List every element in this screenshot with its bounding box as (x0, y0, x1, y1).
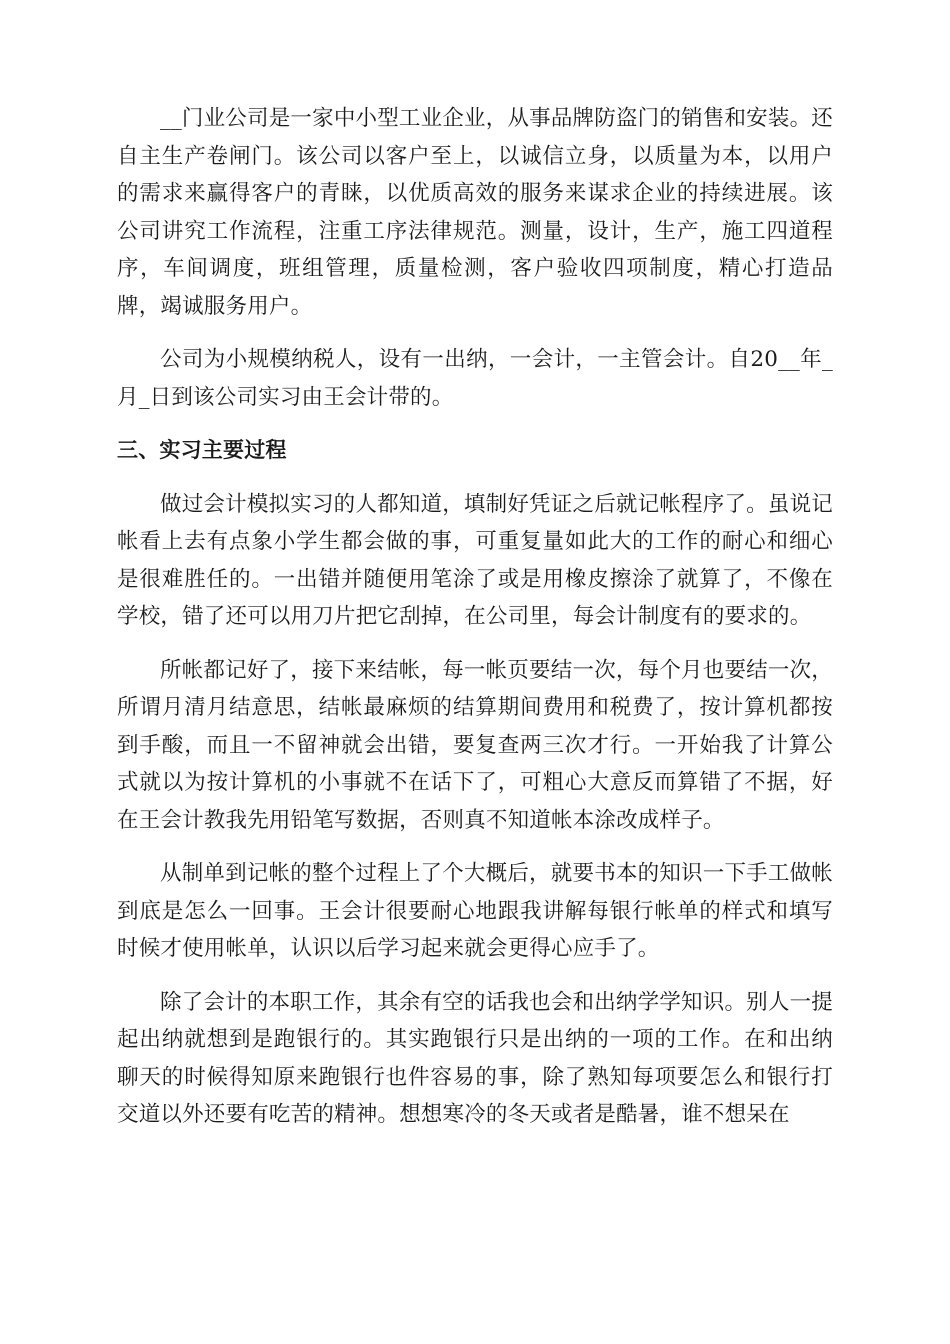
paragraph-closing-accounts: 所帐都记好了，接下来结帐，每一帐页要结一次，每个月也要结一次，所谓月清月结意思，结帐最麻烦的结算期间费用和税费了，按计算机都按到手酸，而且一不留神就会出错，要复查两三次才行。一开始我了计算公式就以为按计算机的小事就不在话下了，可粗心大意反而算错了不据，好在王会计教我先用铅笔写数据，否则真不知道帐本涂改成样子。 (117, 657, 833, 833)
document-page (117, 100, 833, 1150)
section-heading: 三、实习主要过程 (117, 438, 287, 462)
paragraph-bookkeeping: 做过会计模拟实习的人都知道，填制好凭证之后就记帐程序了。虽说记帐看上去有点象小学生都会做的事，可重复量如此大的工作的耐心和细心是很难胜任的。一出错并随便用笔涂了或是用橡皮擦涂了就算了，不像在学校，错了还可以用刀片把它刮掉，在公司里，每会计制度有的要求的。 (117, 491, 833, 629)
paragraph-cashier: 除了会计的本职工作，其余有空的话我也会和出纳学学知识。别人一提起出纳就想到是跑银行的。其实跑银行只是出纳的一项的工作。在和出纳聊天的时候得知原来跑银行也件容易的事，除了熟知每项要怎么和银行打交道以外还要有吃苦的精神。想想寒冷的冬天或者是酷暑，谁不想呆在 (117, 989, 833, 1127)
paragraph-company-intro: __门业公司是一家中小型工业企业，从事品牌防盗门的销售和安装。还自主生产卷闸门。该公司以客户至上，以诚信立身，以质量为本，以用户的需求来赢得客户的青睐，以优质高效的服务来谋求企业的持续进展。该公司讲究工作流程，注重工序法律规范。测量，设计，生产，施工四道程序，车间调度，班组管理，质量检测，客户验收四项制度，精心打造品牌，竭诚服务用户。 (117, 106, 833, 319)
paragraph-manual-accounts: 从制单到记帐的整个过程上了个大概后，就要书本的知识一下手工做帐到底是怎么一回事。王会计很要耐心地跟我讲解每银行帐单的样式和填写时候才使用帐单，认识以后学习起来就会更得心应手了。 (117, 861, 833, 961)
paragraph-company-staff: 公司为小规模纳税人，设有一出纳，一会计，一主管会计。自20__年_月_日到该公司实习由王会计带的。 (117, 347, 833, 410)
